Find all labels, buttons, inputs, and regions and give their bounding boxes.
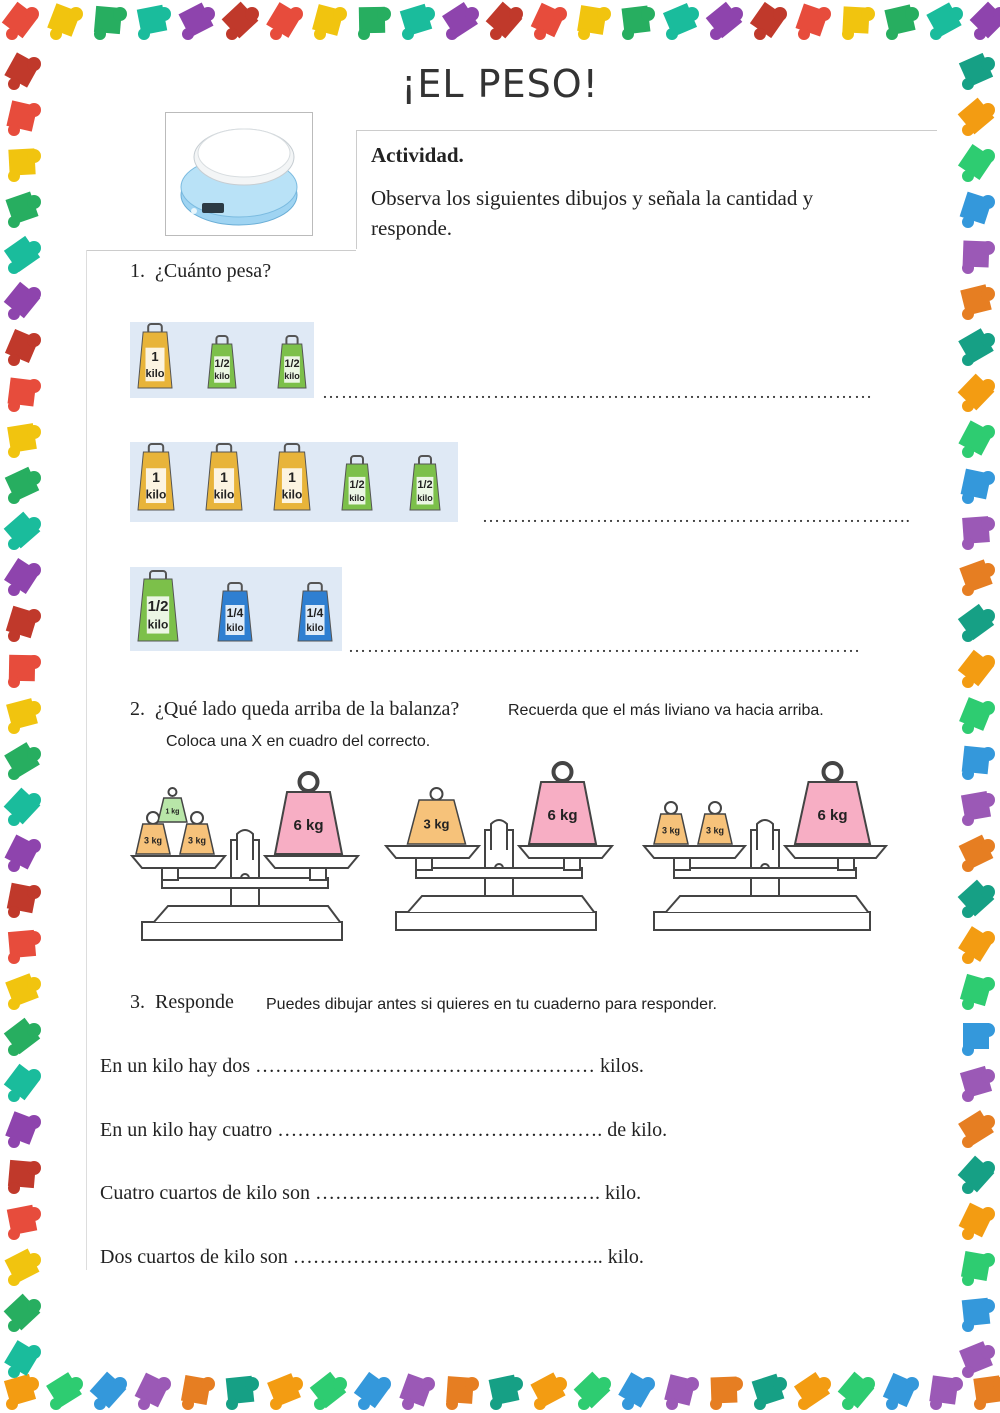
balance-right-pan bbox=[265, 856, 358, 868]
border-puzzle-piece bbox=[973, 1375, 1000, 1410]
border-puzzle-piece bbox=[530, 1372, 567, 1410]
border-puzzle-piece bbox=[181, 1375, 215, 1410]
border-puzzle-piece bbox=[8, 378, 41, 412]
border-puzzle-piece bbox=[958, 880, 995, 918]
border-puzzle-piece bbox=[706, 2, 743, 40]
question-3-label: 3. Responde bbox=[130, 991, 234, 1013]
border-puzzle-piece bbox=[47, 3, 83, 40]
border-puzzle-piece bbox=[90, 1372, 127, 1410]
balance-base bbox=[396, 912, 596, 930]
weight-half-kilo bbox=[138, 571, 178, 641]
border-puzzle-piece bbox=[531, 3, 567, 40]
activity-box bbox=[356, 130, 937, 249]
border-puzzle-piece bbox=[4, 236, 41, 274]
svg-text:6 kg: 6 kg bbox=[293, 817, 324, 834]
border-puzzle-piece bbox=[5, 329, 41, 366]
balance-scale-3[interactable] bbox=[640, 760, 890, 942]
border-puzzle-piece bbox=[6, 606, 41, 642]
border-puzzle-piece bbox=[618, 1372, 655, 1410]
border-puzzle-piece bbox=[960, 284, 995, 320]
border-puzzle-piece bbox=[4, 1064, 41, 1102]
svg-text:kilo: kilo bbox=[349, 492, 365, 503]
sentence-2 bbox=[100, 1119, 667, 1142]
border-puzzle-piece bbox=[961, 469, 995, 504]
svg-text:3 kg: 3 kg bbox=[143, 835, 163, 846]
sentence-4-start: Dos cuartos de kilo son bbox=[100, 1246, 293, 1268]
border-puzzle-piece bbox=[7, 883, 41, 918]
sentence-2-end: de kilo. bbox=[602, 1119, 668, 1141]
border-puzzle-piece bbox=[959, 835, 995, 872]
border-puzzle-piece bbox=[958, 926, 995, 964]
svg-text:1/4: 1/4 bbox=[226, 606, 244, 620]
border-puzzle-piece bbox=[958, 650, 995, 688]
question-2-hint: Recuerda que el más liviano va hacia arriba. bbox=[508, 702, 824, 719]
border-puzzle-piece bbox=[266, 2, 303, 40]
border-puzzle-piece bbox=[710, 1377, 743, 1410]
balance-scale-2[interactable] bbox=[382, 760, 616, 942]
weight-one-kilo bbox=[138, 324, 172, 388]
svg-text:6 kg: 6 kg bbox=[547, 807, 578, 824]
border-puzzle-piece bbox=[6, 698, 41, 734]
weight-small bbox=[698, 802, 732, 844]
svg-text:1: 1 bbox=[151, 349, 159, 365]
frame-line-top bbox=[86, 250, 356, 251]
svg-text:1/2: 1/2 bbox=[284, 357, 300, 370]
border-puzzle-piece bbox=[400, 4, 435, 40]
weight-one-kilo bbox=[138, 444, 174, 510]
border-puzzle-piece bbox=[7, 423, 41, 458]
svg-text:kilo: kilo bbox=[284, 371, 300, 382]
border-puzzle-piece bbox=[5, 1249, 41, 1286]
sentence-1-blank[interactable]: …………………………………………… bbox=[255, 1055, 595, 1077]
svg-text:1: 1 bbox=[220, 469, 228, 486]
border-puzzle-piece bbox=[399, 1373, 435, 1410]
weight-6kg bbox=[795, 763, 870, 844]
border-puzzle-piece bbox=[795, 3, 831, 40]
border-puzzle-piece bbox=[137, 5, 171, 40]
border-puzzle-piece bbox=[958, 374, 995, 412]
question-1-label: 1. ¿Cuánto pesa? bbox=[130, 260, 272, 282]
weight-half-kilo bbox=[342, 456, 372, 510]
question-2-instruction: Coloca una X en cuadro del correcto. bbox=[166, 733, 431, 750]
border-puzzle-piece bbox=[179, 3, 215, 40]
balance-base bbox=[654, 912, 870, 930]
border-puzzle-piece bbox=[4, 1340, 41, 1378]
activity-instruction: Observa los siguientes dibujos y señala la cantidad y responde. bbox=[371, 186, 814, 240]
svg-text:1/2: 1/2 bbox=[214, 357, 230, 370]
balance-left-pan bbox=[644, 846, 745, 858]
answer-line-1[interactable]: …………………………………………………………………………… bbox=[322, 382, 873, 402]
weights-row-2 bbox=[130, 442, 458, 522]
border-puzzle-piece bbox=[958, 420, 995, 458]
border-puzzle-piece bbox=[442, 2, 479, 40]
border-puzzle-piece bbox=[135, 1373, 171, 1410]
border-puzzle-piece bbox=[4, 1018, 41, 1056]
activity-heading: Actividad. bbox=[371, 143, 464, 167]
question-3-hint: Puedes dibujar antes si quieres en tu cuaderno para responder. bbox=[266, 996, 717, 1013]
border-puzzle-piece bbox=[962, 746, 995, 780]
balance-left-pan bbox=[386, 846, 479, 858]
border-puzzle-piece bbox=[958, 328, 995, 366]
sentence-4-blank[interactable]: ……………………………………….. bbox=[292, 1246, 603, 1268]
svg-text:kilo: kilo bbox=[306, 623, 324, 634]
kitchen-scale-image bbox=[165, 112, 313, 236]
border-puzzle-piece bbox=[46, 1372, 83, 1410]
svg-text:kilo: kilo bbox=[281, 487, 303, 502]
border-puzzle-piece bbox=[2, 2, 39, 40]
answer-line-3[interactable]: ……………………………………………………………………… bbox=[348, 636, 861, 656]
border-puzzle-piece bbox=[960, 1066, 995, 1102]
border-puzzle-piece bbox=[354, 1372, 391, 1410]
weight-half-kilo bbox=[410, 456, 440, 510]
svg-text:1/2: 1/2 bbox=[349, 478, 365, 491]
border-puzzle-piece bbox=[884, 4, 919, 40]
border-puzzle-piece bbox=[486, 2, 523, 40]
svg-text:1/2: 1/2 bbox=[417, 478, 433, 491]
border-puzzle-piece bbox=[961, 791, 995, 826]
border-puzzle-piece bbox=[926, 2, 963, 40]
weight-small bbox=[158, 788, 187, 822]
border-puzzle-piece bbox=[226, 1376, 259, 1410]
border-puzzle-piece bbox=[358, 7, 391, 40]
balance-base bbox=[142, 922, 342, 940]
border-puzzle-piece bbox=[446, 1376, 479, 1410]
border-puzzle-piece bbox=[929, 1375, 963, 1410]
page-title: ¡EL PESO! bbox=[401, 62, 599, 106]
svg-text:1/4: 1/4 bbox=[306, 606, 324, 620]
border-puzzle-piece bbox=[8, 1160, 41, 1194]
svg-text:kilo: kilo bbox=[147, 617, 169, 632]
border-puzzle-piece bbox=[960, 974, 995, 1010]
sentence-3-start: Cuatro cuartos de kilo son bbox=[100, 1182, 315, 1204]
sentence-1-end: kilos. bbox=[595, 1055, 644, 1077]
weight-quarter-kilo bbox=[298, 583, 332, 641]
border-puzzle-piece bbox=[962, 241, 995, 274]
svg-text:6 kg: 6 kg bbox=[817, 807, 848, 824]
border-puzzle-piece bbox=[962, 516, 995, 550]
border-puzzle-piece bbox=[663, 3, 699, 40]
weight-one-kilo bbox=[274, 444, 310, 510]
sentence-4-end: kilo. bbox=[602, 1246, 644, 1268]
border-puzzle-piece bbox=[8, 148, 41, 182]
svg-text:kilo: kilo bbox=[213, 487, 235, 502]
border-puzzle-piece bbox=[962, 1023, 995, 1056]
border-puzzle-piece bbox=[750, 2, 787, 40]
weights-row-1 bbox=[130, 322, 314, 398]
border-puzzle-piece bbox=[883, 1373, 919, 1410]
svg-text:1: 1 bbox=[288, 469, 296, 486]
border-puzzle-piece bbox=[959, 559, 995, 596]
sentence-3-blank[interactable]: ……………………………………. bbox=[314, 1182, 600, 1204]
border-puzzle-piece bbox=[664, 1374, 699, 1410]
border-puzzle-piece bbox=[4, 1374, 39, 1410]
border-puzzle-piece bbox=[958, 144, 995, 182]
sentence-2-start: En un kilo hay cuatro bbox=[100, 1119, 278, 1141]
border-puzzle-piece bbox=[959, 697, 995, 734]
border-puzzle-piece bbox=[7, 1205, 41, 1240]
sentence-1-start: En un kilo hay dos bbox=[100, 1055, 255, 1077]
border-puzzle-piece bbox=[4, 512, 41, 550]
border-puzzle-piece bbox=[4, 788, 41, 826]
border-puzzle-piece bbox=[94, 6, 127, 40]
border-puzzle-piece bbox=[574, 1372, 611, 1410]
svg-text:3 kg: 3 kg bbox=[705, 825, 725, 836]
svg-text:3 kg: 3 kg bbox=[661, 825, 681, 836]
weight-quarter-kilo bbox=[218, 583, 252, 641]
weight-one-kilo bbox=[206, 444, 242, 510]
weight-half-kilo bbox=[208, 336, 236, 388]
border-puzzle-piece bbox=[4, 282, 41, 320]
border-puzzle-piece bbox=[622, 6, 655, 40]
sentence-4 bbox=[100, 1246, 644, 1269]
border-puzzle-piece bbox=[577, 5, 611, 40]
border-puzzle-piece bbox=[5, 835, 41, 872]
border-puzzle-piece bbox=[4, 558, 41, 596]
border-puzzle-piece bbox=[267, 1373, 303, 1410]
border-puzzle-piece bbox=[958, 604, 995, 642]
balance-left-pan bbox=[132, 856, 225, 868]
border-puzzle-piece bbox=[8, 655, 41, 688]
sentence-3 bbox=[100, 1182, 641, 1205]
svg-text:1/2: 1/2 bbox=[147, 598, 169, 616]
border-puzzle-piece bbox=[5, 191, 41, 228]
border-puzzle-piece bbox=[838, 1372, 875, 1410]
border-puzzle-piece bbox=[310, 1372, 347, 1410]
sentence-1 bbox=[100, 1055, 644, 1078]
border-puzzle-piece bbox=[5, 973, 41, 1010]
svg-text:kilo: kilo bbox=[417, 492, 433, 503]
border-puzzle-piece bbox=[5, 467, 41, 504]
svg-text:kilo: kilo bbox=[226, 623, 244, 634]
svg-text:kilo: kilo bbox=[145, 487, 167, 502]
weight-small bbox=[408, 788, 466, 844]
border-puzzle-piece bbox=[489, 1375, 523, 1410]
border-puzzle-piece bbox=[5, 1111, 41, 1148]
border-puzzle-piece bbox=[312, 4, 347, 40]
border-puzzle-piece bbox=[222, 2, 259, 40]
balance-scale-1[interactable] bbox=[128, 770, 362, 952]
sentence-2-blank[interactable]: …………………………………………. bbox=[277, 1119, 603, 1141]
svg-text:1 kg: 1 kg bbox=[165, 808, 180, 816]
svg-text:kilo: kilo bbox=[214, 371, 230, 382]
question-2-label: 2. ¿Qué lado queda arriba de la balanza? bbox=[130, 698, 460, 720]
border-puzzle-piece bbox=[8, 930, 41, 964]
border-puzzle-piece bbox=[970, 2, 1000, 40]
border-puzzle-piece bbox=[962, 1298, 995, 1332]
sentence-3-end: kilo. bbox=[599, 1182, 642, 1204]
weight-small bbox=[654, 802, 688, 844]
border-puzzle-piece bbox=[959, 1203, 995, 1240]
border-puzzle-piece bbox=[4, 742, 41, 780]
weight-half-kilo bbox=[278, 336, 306, 388]
svg-text:3 kg: 3 kg bbox=[187, 835, 207, 846]
weight-6kg bbox=[529, 763, 596, 844]
border-puzzle-piece bbox=[842, 6, 875, 40]
border-puzzle-piece bbox=[960, 192, 995, 228]
border-puzzle-piece bbox=[794, 1372, 831, 1410]
border-puzzle-piece bbox=[958, 1110, 995, 1148]
balance-right-pan bbox=[785, 846, 886, 858]
border-puzzle-piece bbox=[752, 1374, 787, 1410]
border-puzzle-piece bbox=[959, 1341, 995, 1378]
balance-right-pan bbox=[519, 846, 612, 858]
border-puzzle-piece bbox=[961, 1251, 995, 1286]
svg-text:3 kg: 3 kg bbox=[423, 816, 450, 832]
border-puzzle-piece bbox=[958, 1156, 995, 1194]
svg-text:kilo: kilo bbox=[145, 367, 165, 380]
frame-line-left bbox=[86, 250, 87, 1270]
answer-line-2[interactable]: ………………………………………………………….. bbox=[482, 506, 911, 526]
border-puzzle-piece bbox=[4, 1294, 41, 1332]
weights-row-3 bbox=[130, 567, 342, 651]
svg-text:1: 1 bbox=[152, 469, 160, 486]
weight-6kg bbox=[275, 773, 342, 854]
